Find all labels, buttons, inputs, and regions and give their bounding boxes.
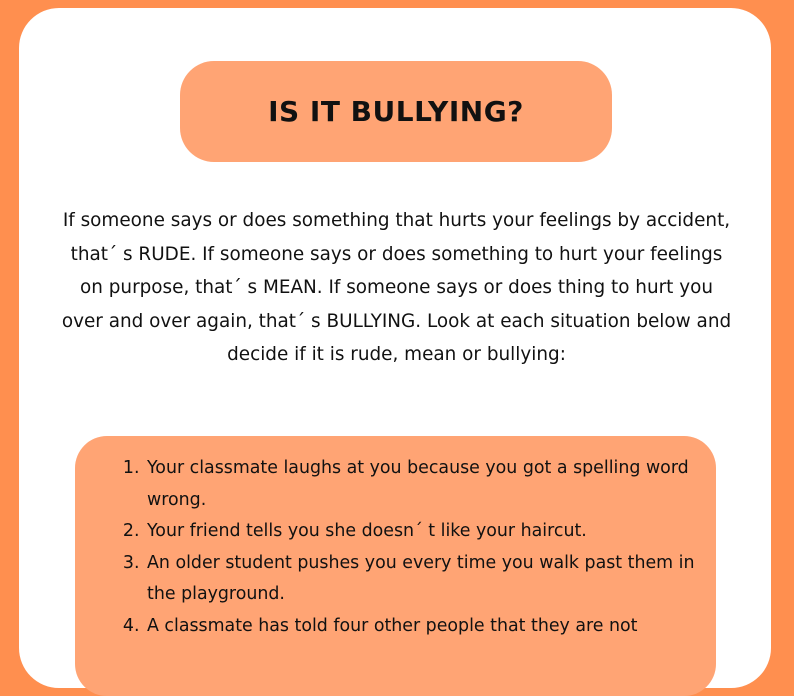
page-title: IS IT BULLYING? <box>268 95 524 128</box>
situations-list <box>75 436 716 642</box>
situation-item: 3. An older student pushes you every time you walk past them in the playground. <box>145 548 696 611</box>
situation-item: 4. A classmate has told four other people that they are not <box>145 611 696 643</box>
intro-paragraph: If someone says or does something that hurts your feelings by accident, that´ s RUDE. If someone says or does something to hurt your feelings on purpose, that´ s MEAN. If someone says or does thing to hurt you over and over again, that´ s BULLYING. Look at each situation below and decide if it is rude, mean or bullying: <box>61 210 732 365</box>
situation-item: 1. Your classmate laughs at you because you got a spelling word wrong. <box>145 453 696 516</box>
situations-box <box>75 436 716 696</box>
title-banner <box>180 61 612 162</box>
situation-item: 2. Your friend tells you she doesn´ t like your haircut. <box>145 516 696 548</box>
worksheet-card <box>19 8 771 688</box>
